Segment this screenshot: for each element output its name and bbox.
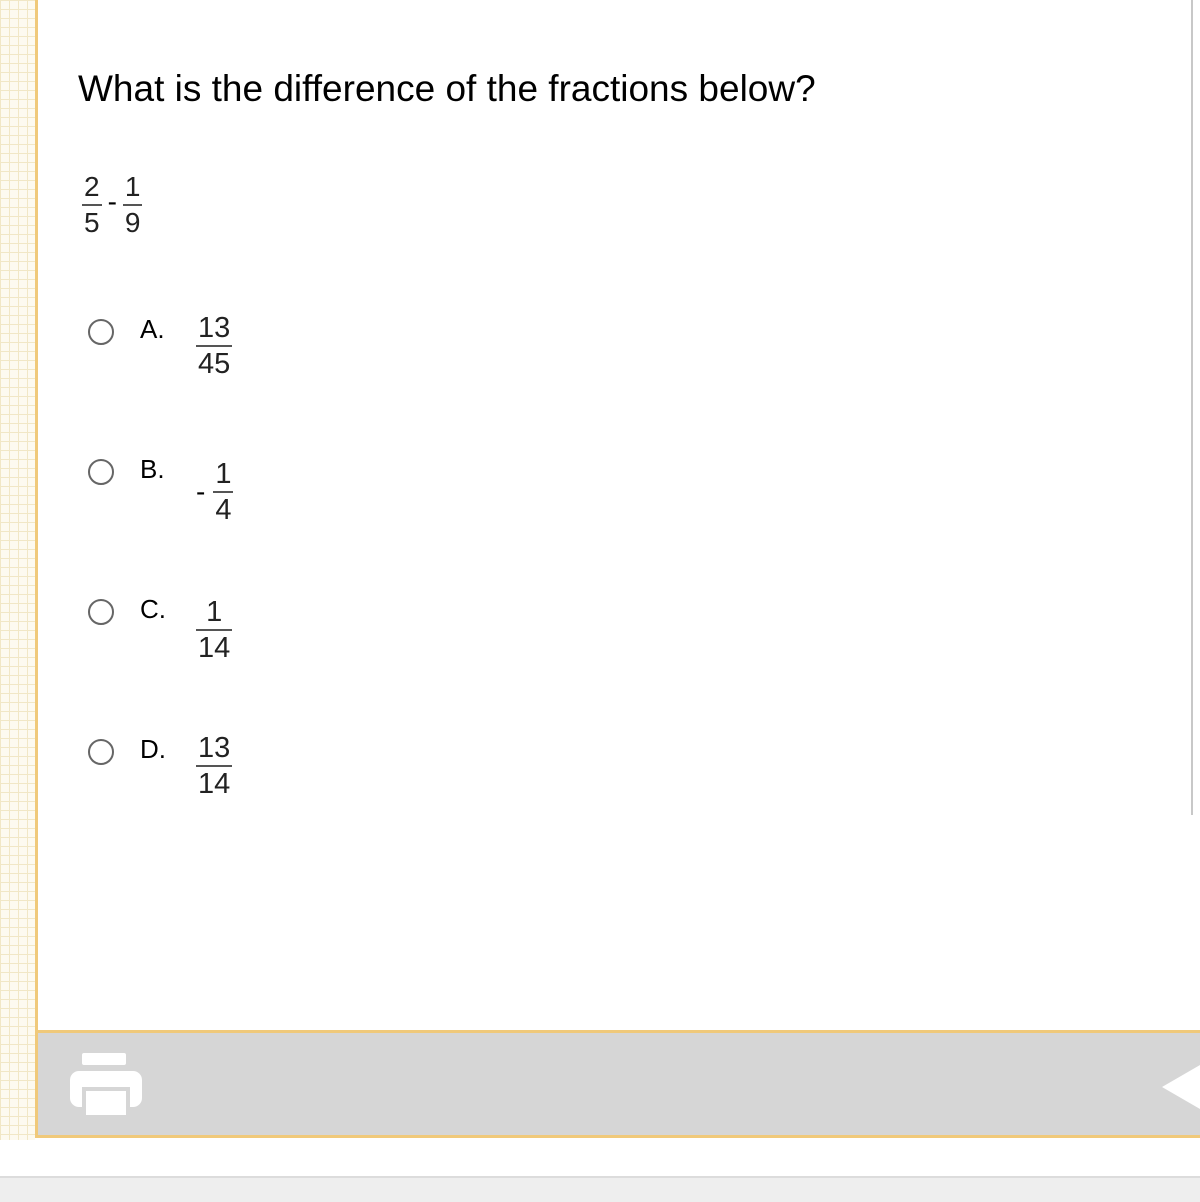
panel-divider	[1191, 0, 1193, 815]
fraction-numerator: 1	[215, 458, 232, 490]
option-letter: B.	[140, 454, 165, 484]
answer-option-a[interactable]	[88, 313, 232, 379]
left-decorative-strip	[0, 0, 35, 1140]
radio-button-a[interactable]	[88, 319, 114, 345]
option-fraction	[196, 597, 232, 663]
expression-right-fraction	[123, 172, 143, 238]
fraction-numerator: 13	[198, 732, 231, 764]
radio-button-c[interactable]	[88, 599, 114, 625]
answer-option-b[interactable]	[88, 453, 233, 525]
option-letter: C.	[140, 594, 166, 624]
fraction-numerator: 1	[124, 171, 141, 202]
answer-option-c[interactable]	[88, 593, 232, 663]
option-fraction	[196, 733, 232, 799]
minus-sign: -	[196, 476, 206, 507]
option-letter: D.	[140, 734, 166, 764]
option-fraction	[213, 459, 233, 525]
expression-left-fraction	[82, 172, 102, 238]
fraction-numerator: 2	[84, 171, 100, 202]
fraction-numerator: 1	[206, 596, 223, 628]
fraction-denominator: 4	[215, 494, 232, 526]
option-letter: A.	[140, 314, 165, 344]
fraction-expression	[82, 172, 142, 238]
radio-button-b[interactable]	[88, 459, 114, 485]
fraction-numerator: 13	[198, 312, 231, 344]
answer-option-d[interactable]	[88, 733, 232, 799]
print-button[interactable]	[68, 1049, 144, 1121]
fraction-denominator: 9	[124, 207, 141, 238]
radio-button-d[interactable]	[88, 739, 114, 765]
option-fraction	[196, 313, 232, 379]
bottom-scroll-strip	[0, 1176, 1200, 1202]
minus-operator: -	[107, 186, 117, 217]
negative-fraction	[196, 459, 233, 525]
printer-icon	[68, 1049, 144, 1121]
fraction-denominator: 14	[198, 632, 231, 664]
back-button[interactable]	[1160, 1065, 1200, 1109]
question-text: What is the difference of the fractions below?	[78, 68, 816, 109]
footer-toolbar	[35, 1030, 1200, 1138]
back-arrow-icon	[1160, 1065, 1200, 1109]
fraction-denominator: 5	[84, 207, 100, 238]
fraction-denominator: 45	[198, 348, 231, 380]
fraction-denominator: 14	[198, 768, 231, 800]
